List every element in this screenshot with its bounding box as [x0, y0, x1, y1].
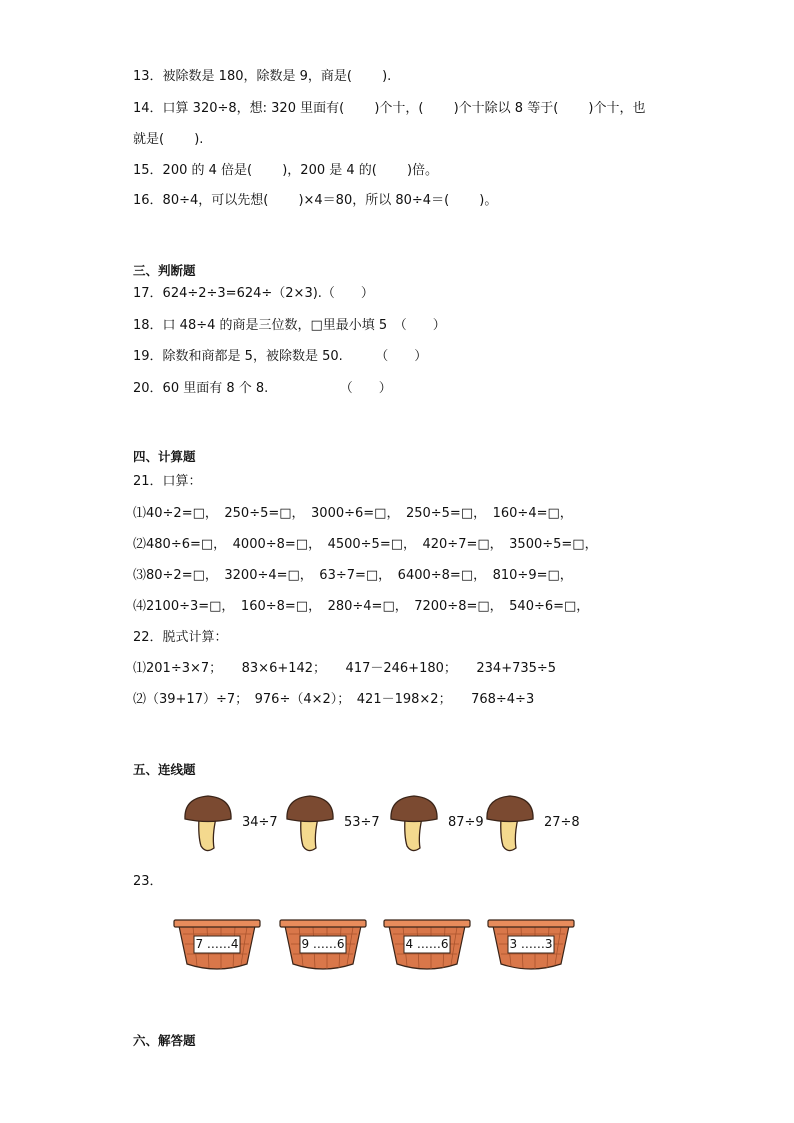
mushroom-icon [284, 792, 336, 854]
mushroom-label-4: 27÷8 [544, 815, 580, 830]
oral-calc-row-4: ⑷2100÷3=□， 160÷8=□， 280÷4=□， 7200÷8=□， 540÷6=□， [133, 599, 590, 614]
question-21: 21．口算： [133, 474, 202, 489]
mushroom-label-2: 53÷7 [344, 815, 380, 830]
question-13: 13．被除数是 180，除数是 9，商是( ). [133, 69, 392, 84]
question-20: 20．60 里面有 8 个 8. （ ） [133, 381, 392, 396]
mushroom-icon [388, 792, 440, 854]
section-judge-heading: 三、判断题 [133, 263, 196, 278]
stepwise-calc-row-2: ⑵（39+17）÷7； 976÷（4×2）； 421－198×2； 768÷4÷3 [133, 692, 535, 707]
mushroom-icon [484, 792, 536, 854]
question-15: 15．200 的 4 倍是( )，200 是 4 的( )倍。 [133, 163, 439, 178]
basket-label-4: 3 ……3 [509, 937, 553, 951]
basket-label-3: 4 ……6 [405, 937, 449, 951]
basket-label-2: 9 ……6 [301, 937, 345, 951]
mushroom-icon [182, 792, 234, 854]
section-match-heading: 五、连线题 [133, 762, 196, 777]
question-22: 22．脱式计算： [133, 630, 228, 645]
section-solve-heading: 六、解答题 [133, 1033, 196, 1048]
section-calc-heading: 四、计算题 [133, 449, 196, 464]
question-23: 23． [133, 874, 163, 889]
basket-label-1: 7 ……4 [195, 937, 239, 951]
mushroom-label-1: 34÷7 [242, 815, 278, 830]
question-18: 18．口 48÷4 的商是三位数，□里最小填 5 （ ） [133, 318, 446, 333]
oral-calc-row-1: ⑴40÷2=□， 250÷5=□， 3000÷6=□， 250÷5=□， 160÷4=□， [133, 506, 573, 521]
oral-calc-row-2: ⑵480÷6=□， 4000÷8=□， 4500÷5=□， 420÷7=□， 3500÷5=□， [133, 537, 598, 552]
mushroom-label-3: 87÷9 [448, 815, 484, 830]
question-17: 17．624÷2÷3=624÷（2×3).（ ） [133, 286, 374, 301]
question-14-cont: 就是( ). [133, 132, 204, 147]
question-14: 14．口算 320÷8，想: 320 里面有( )个十，( )个十除以 8 等于( )个十，也 [133, 101, 646, 116]
oral-calc-row-3: ⑶80÷2=□， 3200÷4=□， 63÷7=□， 6400÷8=□， 810÷9=□， [133, 568, 573, 583]
question-16: 16．80÷4，可以先想( )×4＝80，所以 80÷4＝( )。 [133, 193, 498, 208]
stepwise-calc-row-1: ⑴201÷3×7； 83×6+142； 417－246+180； 234+735÷5 [133, 661, 557, 676]
question-19: 19．除数和商都是 5，被除数是 50. （ ） [133, 349, 428, 364]
